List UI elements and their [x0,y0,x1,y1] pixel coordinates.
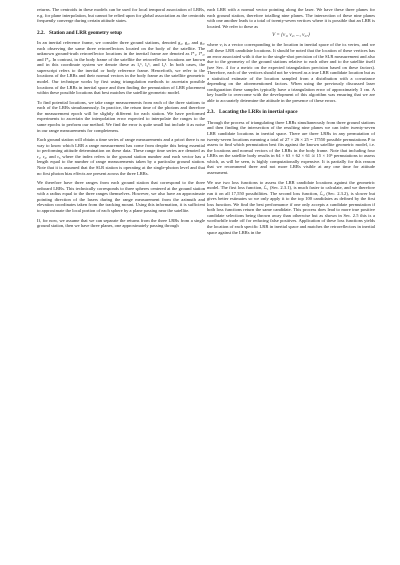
right-column [207,7,375,239]
section-number: 2.3. [207,109,215,116]
paragraph-intro: returns. The centroids in these models can be used for local temporal association of LRRs, e.g. for plane interpolation, but cannot be relied upon for global association as the centroids frequently converge during certain attitude states. [37,7,205,24]
section-heading-2-3 [207,109,375,115]
section-title: Station and LRR geometry setup [49,29,122,36]
paragraph-continuation: each LRR with a normal vector pointing along the laser. We have these three planes for each ground station, therefore totalling nine planes. The intersection of these nine planes with one another leads to a total of twenty-seven vertices where it is possible that an LRR is located. We refer to these as [207,7,375,29]
paragraph-2-2-5: If, for now, we assume that we can separate the returns from the three LRRs from a single ground station, then we have three planes, one approximately passing through [37,217,205,229]
equation-vertex-set: V = {v₁, v₂, ..., v₂₇} [272,33,310,39]
section-title: Locating the LRRs in inertial space [219,109,298,116]
paragraph-2-3-2: We use two loss functions to assess the LRR candidate locations against the geometric model. The first loss function, ℒ₁ (Sec. 2.3.1), is much faster to calculate, and we therefore run it on all 17,550 possibilities. The second loss function, ℒ₂ (Sec. 2.3.2), is slower but gives better estimates so we only apply it to the top 100 candidates as defined by the first loss function. We find the best performance if one only accepts a candidate permutation if both loss functions return the same candidate. This process does lead to more true positive candidate selections being thrown away than otherwise but as shown in Sec. 2.5 this is a worthwhile trade off for reducing false positives. Application of these loss functions yields the location of each specific LRR in inertial space and matches the retroreflectors in inertial space against the LRRs in the [207,179,375,235]
left-column [37,7,205,233]
section-number: 2.2. [37,29,45,36]
paragraph-2-2-4: We therefore have three ranges from each ground station that correspond to the three onboard LRRs. This technically corresponds to three spheres centered at the ground station with a radius equal to the three ranges themselves. However, we also have an approximate pointing direction of the lasers during the range measurement from the azimuth and elevation coordinates taken from the tracking mount. Using this information, it is sufficient to approximate the local portion of each sphere by a plane passing near the satellite. [37,180,205,214]
paragraph-2-3-1: Through the process of triangulating three LRRs simultaneously from three ground stations and then finding the intersection of the resulting nine planes we can infer twenty-seven LRR candidate locations in inertial space. There are three LRRs in any permutation of twenty-seven locations meaning a total of 27 × 26 × 25 = 17550 possible permutations P to assess to find which permutation best fits against the known satellite geometric model, i.e. the locations and normal vectors of the LRRs in the body frame. Note that including four LRRs on the satellite body results in 64 × 63 × 62 × 61 ≃ 15 × 10⁶ permutations to assess which, as will be seen, is highly computationally expensive. It is partially for this reason that we recommend three and not more LRRs visible at any one time for attitude assessment. [207,119,375,175]
paragraph-2-2-1: In an inertial reference frame, we consider three ground stations, denoted g₁, g₂, and g₃, each observing the same three retroreflectors located on the body of the satellite. The unknown ground-truth retroreflector locations in the inertial frame are denoted as l*₁, l*₂, and l*₃. In contrast, in the body frame of the satellite the retroreflector locations are known and in this coordinate system we denote these as l₁ᵇ, l₂ᵇ, and l₃ᵇ. In both cases, the superscript refers to the inertial or body reference frame. Henceforth, we refer to the locations of the LRRs and their normal vectors in the body frame as the satellite geometric model. Our technique works by first using triangulation methods to ascertain possible locations of the LRRs in inertial space and then finding the permutation of LRR placement within these possible locations that best matches the satellite geometric model. [37,40,205,96]
section-heading-2-2 [37,30,205,36]
paragraph-2-2-3: Each ground station will obtain a time series of range measurements and a priori there is no way to know which LRR a range measurement has come from despite this being essential to performing attitude determination on these data. These range time series are denoted as r₁, r₂, and r₃ where the index refers to the ground station number and each vector has a length equal to the number of range measurements taken by a particular ground station. Note that it is assumed that the SLR station is operating at the single-photon level and that no first photon bias effects are present across the three LRRs. [37,137,205,176]
paragraph-2-2-2: To find potential locations, we take range measurements from each of the three stations to each of the LRRs simultaneously. In practice, the return time of the photons and therefore the measurement epoch will be slightly different for each station. We have performed experiments to ascertain the interpolation error expected to interpolate the ranges to the same epochs to perform our method. We find the error is quite small but include it as noise in our range measurements for completeness. [37,99,205,133]
paragraph-after-equation: where vᵢ is a vector corresponding to the location in inertial space of the iₜₕ vertex, and we call these LRR candidate locations. It should be noted that the location of these vertices has an error associated with it due to the single-shot precision of the SLR measurement and also due to the geometry of the ground stations relative to each other and to the satellite itself (see Sec. 4 for a metric on the expected triangulation precision based on these factors). Therefore, each of the vertices should not be viewed as a true LRR candidate location but as a statistical estimate of the location sampled from a distribution with a covariance depending on the aforementioned factors. When using the previously discussed laser configuration these samples typically have a triangulation error of approximately 3 cm. A key hurdle to overcome with the development of this algorithm was ensuring that we are able to accurately determine the attitude in the presence of these errors. [207,42,375,103]
